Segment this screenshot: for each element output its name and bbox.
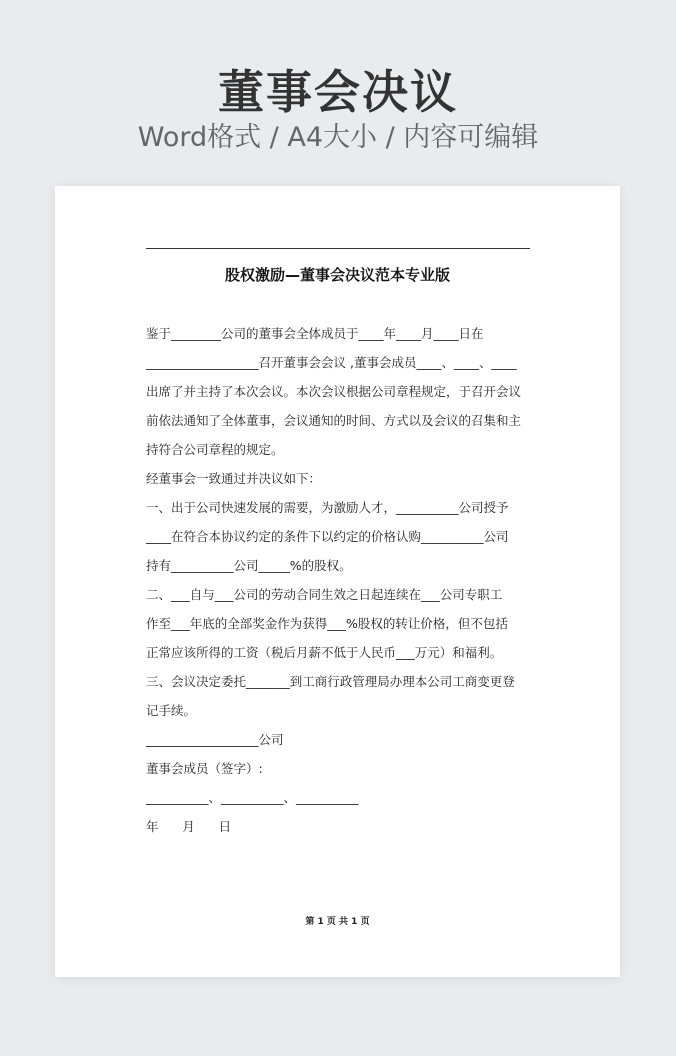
body-line: __________________召开董事会会议 ,董事会成员____、____、____ — [146, 355, 517, 370]
date-line: 年 月 日 — [146, 819, 232, 834]
body-line: 持符合公司章程的规定。 — [146, 442, 284, 457]
body-line: ____在符合本协议约定的条件下以约定的价格认购__________公司 — [146, 529, 509, 544]
body-line: 前依法通知了全体董事，会议通知的时间、方式以及会议的召集和主 — [146, 413, 522, 428]
page-number: 第 1 页 共 1 页 — [305, 917, 370, 927]
body-line: 记手续。 — [146, 703, 197, 718]
board-signature-label: 董事会成员（签字）: — [146, 761, 263, 776]
body-line: 作至___年底的全部奖金作为获得___%股权的转让价格，但不包括 — [146, 616, 508, 631]
banner-title: 董事会决议 — [218, 65, 458, 119]
body-line: 持有__________公司_____%的股权。 — [146, 558, 352, 573]
body-line: 出席了并主持了本次会议。本次会议根据公司章程规定，于召开会议 — [146, 384, 522, 399]
document-body — [146, 319, 532, 841]
document-title: 股权激励—董事会决议范本专业版 — [224, 266, 450, 284]
body-line: 一、出于公司快速发展的需要，为激励人才，__________公司授予 — [146, 500, 509, 515]
body-line: 经董事会一致通过并决议如下： — [146, 471, 322, 486]
document-page — [55, 186, 620, 977]
board-signature-blanks: __________、__________、__________ — [146, 790, 359, 805]
body-line: 鉴于________公司的董事会全体成员于____年____月____日在 — [146, 326, 484, 341]
company-signature-line: __________________公司 — [146, 732, 284, 747]
banner-subtitle: Word格式 / A4大小 / 内容可编辑 — [137, 122, 539, 153]
header-rule — [146, 248, 530, 249]
body-line: 二、___自与___公司的劳动合同生效之日起连续在___公司专职工 — [146, 587, 503, 602]
body-line: 三、会议决定委托_______到工商行政管理局办理本公司工商变更登 — [146, 674, 515, 689]
body-line: 正常应该所得的工资（税后月薪不低于人民币___万元）和福利。 — [146, 645, 503, 660]
